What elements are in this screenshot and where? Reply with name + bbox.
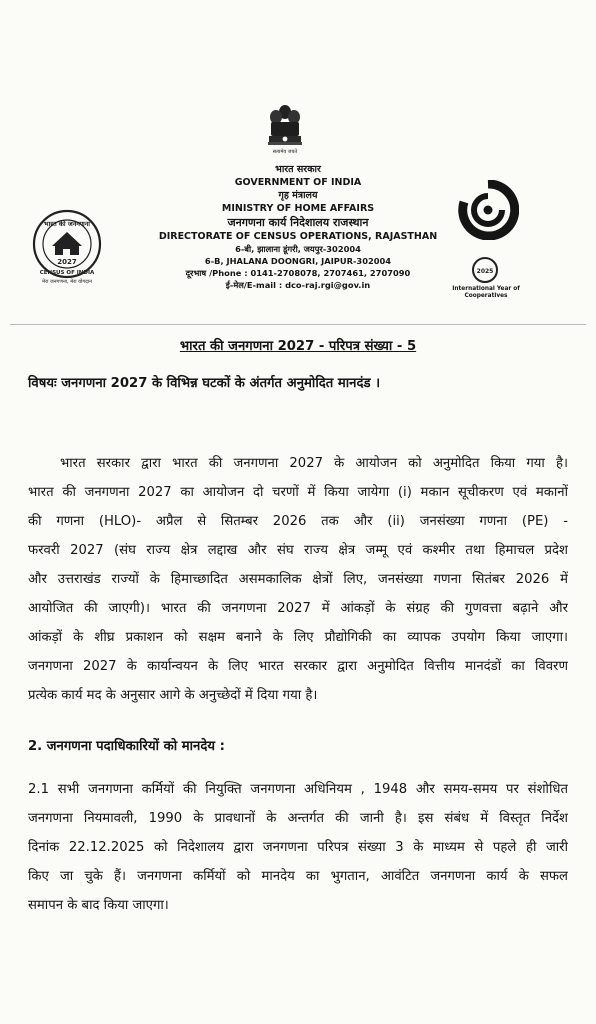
email-line: ई-मेल/E-mail : dco-raj.rgi@gov.in [225, 280, 371, 290]
para2-line: दिनांक 22.12.2025 को निदेशालय द्वारा जनगणना परिपत्र संख्या 3 के माध्यम से पहले ही जारी [28, 840, 568, 855]
header-divider [10, 324, 586, 325]
census-logo-icon [22, 206, 120, 284]
para1-line: आयोजित की जाएगी)। भारत की जनगणना 2027 में आंकड़ों के संग्रह की गुणवत्ता बढ़ाने और [28, 601, 568, 616]
national-emblem-icon [266, 100, 304, 162]
gov-line: GOVERNMENT OF INDIA [234, 177, 362, 188]
coop-caption: International Year of Cooperatives [452, 286, 520, 299]
census-logo-tagline: मेरा जनगणना, मेरा योगदान [42, 279, 92, 284]
para2-line: जनगणना नियमावली, 1990 के प्रावधानों के अन्तर्गत की जानी है। इस संबंध में विस्तृत निर्देश [28, 811, 568, 826]
para1-line: जनगणना 2027 के कार्यान्वयन के लिए भारत सरकार द्वारा अनुमोदित वित्तीय मानदंडों का विवरण [28, 659, 568, 674]
census-swirl-logo-icon [457, 180, 519, 240]
para1-line: और उत्तराखंड राज्यों के हिमाच्छादित असमकालिक क्षेत्रों लिए, जनसंख्या गणना सितंबर 2026 में [28, 572, 568, 587]
address-line: 6-B, JHALANA DOONGRI, JAIPUR-302004 [204, 256, 392, 266]
hindi-ministry-line: गृह मंत्रालय [278, 190, 318, 201]
subject-line: विषयः जनगणना 2027 के विभिन्न घटकों के अंतर्गत अनुमोदित मानदंड । [28, 376, 381, 391]
directorate-line: DIRECTORATE OF CENSUS OPERATIONS, RAJASTHAN [158, 231, 438, 242]
coop-year: 2025 [476, 268, 494, 275]
ministry-line: MINISTRY OF HOME AFFAIRS [221, 203, 375, 214]
coop-year-icon [471, 256, 499, 284]
para1-line: भारत की जनगणना 2027 का आयोजन दो चरणों में किया जायेगा (i) मकान सूचीकरण एवं मकानों [28, 485, 568, 500]
emblem-motto: सत्यमेव जयते [272, 149, 298, 155]
hindi-gov-line: भारत सरकार [275, 164, 321, 175]
para1-line: फरवरी 2027 (संघ राज्य क्षेत्र लद्दाख और संघ राज्य क्षेत्र जम्मू एवं कश्मीर तथा हिमाचल प्रदेश [28, 543, 568, 558]
census-logo-top: भारत की जनगणना [44, 220, 90, 228]
letterhead [120, 163, 476, 291]
para2-line: 2.1 सभी जनगणना कर्मियों की नियुक्ति जनगणना अधिनियम , 1948 और समय-समय पर संशोधित [28, 782, 568, 797]
hindi-directorate-line: जनगणना कार्य निदेशालय राजस्थान [227, 216, 369, 229]
para2-line: समापन के बाद किया जाएगा। [28, 898, 169, 913]
hindi-address-line: 6-बी, झालाना डूंगरी, जयपुर-302004 [235, 244, 361, 254]
census-logo-text: CENSUS OF INDIA [39, 270, 95, 276]
para1-line: प्रत्येक कार्य मद के अनुसार आगे के अनुच्छेदों में दिया गया है। [28, 688, 318, 703]
census-logo-year: 2027 [57, 258, 77, 266]
para1-line: भारत सरकार द्वारा भारत की जनगणना 2027 के आयोजन को अनुमोदित किया गया है। [60, 456, 568, 471]
para1-line: आंकड़ों के शीघ्र प्रकाशन को सक्षम बनाने के लिए प्रौद्योगिकी का व्यापक उपयोग किया जाएगा। [28, 630, 568, 645]
para1-line: की गणना (HLO)- अप्रैल से सितम्बर 2026 तक और (ii) जनसंख्या गणना (PE) - [28, 514, 568, 529]
para2-line: किए जा चुके हैं। जनगणना कर्मियों को मानदेय का भुगतान, आवंटित जनगणना कार्य के सफल [28, 869, 568, 884]
section-2-heading: 2. जनगणना पदाधिकारियों को मानदेय : [28, 739, 225, 754]
phone-line: दूरभाष /Phone : 0141-2708078, 2707461, 2707090 [185, 268, 411, 278]
circular-title: भारत की जनगणना 2027 - परिपत्र संख्या - 5 [179, 339, 417, 354]
